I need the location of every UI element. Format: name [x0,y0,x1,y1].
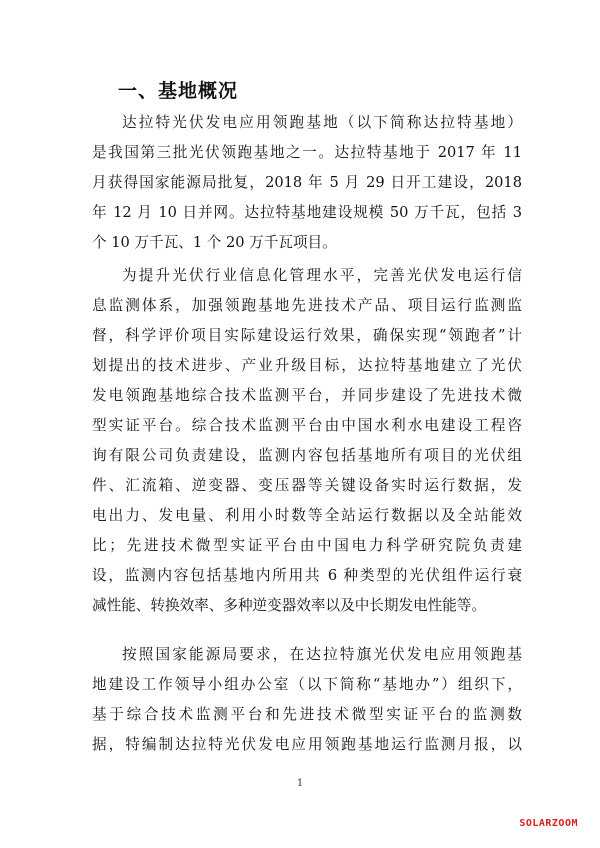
paragraph-line: 发电领跑基地综合技术监测平台，并同步建设了先进技术微 [92,387,522,404]
paragraph-line: 为提升光伏行业信息化管理水平，完善光伏发电运行信 [122,267,522,284]
paragraph-monthly-report [92,640,522,760]
paragraph-line: 件、汇流箱、逆变器、变压器等关键设备实时运行数据，发 [92,477,522,494]
paragraph-line: 地建设工作领导小组办公室（以下简称“基地办”）组织下， [92,676,522,693]
paragraph-line: 月获得国家能源局批复，2018 年 5 月 29 日开工建设，2018 [92,174,522,191]
paragraph-line: 电出力、发电量、利用小时数等全站运行数据以及全站能效 [92,507,522,524]
paragraph-line: 比；先进技术微型实证平台由中国电力科学研究院负责建 [92,537,522,554]
section-heading: 一、基地概况 [118,80,239,102]
paragraph-line: 年 12 月 10 日并网。达拉特基地建设规模 50 万千瓦，包括 3 [92,204,522,221]
paragraph-line: 型实证平台。综合技术监测平台由中国水利水电建设工程咨 [92,417,522,434]
paragraph-line: 督，科学评价项目实际建设运行效果，确保实现“领跑者”计 [92,327,522,344]
paragraph-line: 询有限公司负责建设，监测内容包括基地所有项目的光伏组 [92,447,522,464]
page-number: 1 [296,778,304,789]
paragraph-line: 设，监测内容包括基地内所用共 6 种类型的光伏组件运行衰 [92,567,522,584]
paragraph-line: 基于综合技术监测平台和先进技术微型实证平台的监测数 [92,706,522,723]
paragraph-line: 减性能、转换效率、多种逆变器效率以及中长期发电性能等。 [92,597,487,614]
paragraph-line: 达拉特光伏发电应用领跑基地（以下简称达拉特基地） [122,114,522,131]
paragraph-line: 息监测体系，加强领跑基地先进技术产品、项目运行监测监 [92,297,522,314]
watermark-logo: SOLARZOOM [519,818,578,829]
paragraph-line: 划提出的技术进步、产业升级目标，达拉特基地建立了光伏 [92,357,522,374]
paragraph-base-overview [92,108,522,258]
paragraph-line: 个 10 万千瓦、1 个 20 万千瓦项目。 [92,234,337,251]
paragraph-line: 据，特编制达拉特光伏发电应用领跑基地运行监测月报，以 [92,736,522,753]
paragraph-line: 按照国家能源局要求，在达拉特旗光伏发电应用领跑基 [122,646,522,663]
paragraph-monitoring-platform [92,261,522,621]
paragraph-line: 是我国第三批光伏领跑基地之一。达拉特基地于 2017 年 11 [92,144,522,161]
